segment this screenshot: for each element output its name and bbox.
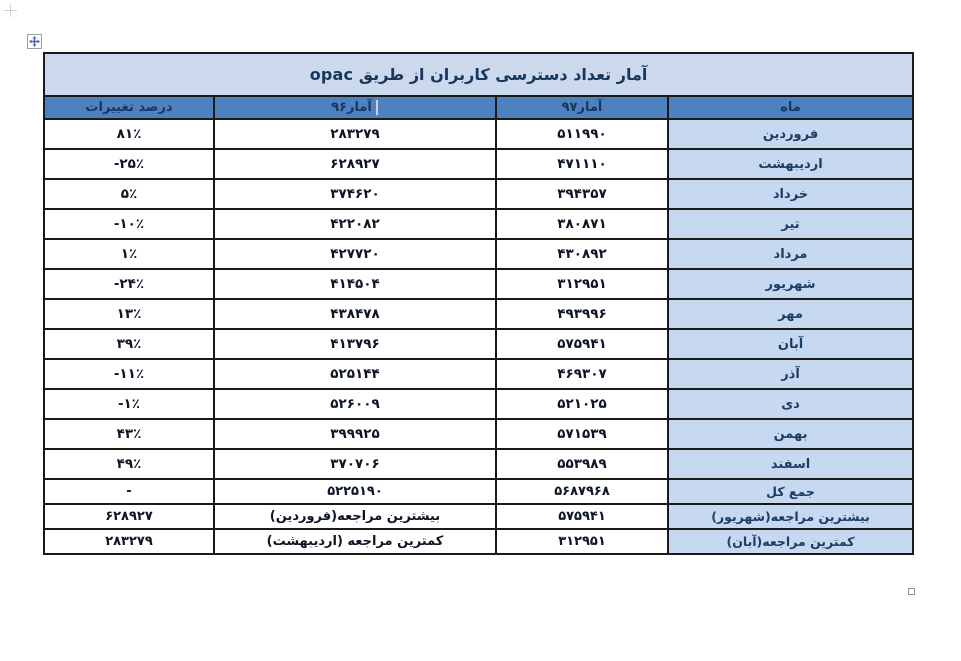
month-cell[interactable]: مهر	[668, 299, 913, 329]
table-row	[44, 529, 913, 554]
stats96-cell[interactable]: ۵۲۲۵۱۹۰	[214, 479, 496, 504]
percent-cell[interactable]: ۵٪	[44, 179, 214, 209]
percent-cell[interactable]: -۱۱٪	[44, 359, 214, 389]
stats97-cell[interactable]: ۳۱۲۹۵۱	[496, 269, 668, 299]
month-cell[interactable]: خرداد	[668, 179, 913, 209]
month-cell[interactable]: شهریور	[668, 269, 913, 299]
column-header-month[interactable]: ماه	[668, 96, 913, 119]
percent-cell[interactable]: -۲۴٪	[44, 269, 214, 299]
table-row	[44, 449, 913, 479]
stats96-cell[interactable]: ۵۲۵۱۴۴	[214, 359, 496, 389]
month-cell[interactable]: بیشترین مراجعه(شهریور)	[668, 504, 913, 529]
percent-cell[interactable]: ۸۱٪	[44, 119, 214, 149]
table-title[interactable]: آمار تعداد دسترسی کاربران از طریق opac	[44, 53, 913, 96]
stats97-cell[interactable]: ۵۵۳۹۸۹	[496, 449, 668, 479]
table-row	[44, 389, 913, 419]
stats97-cell[interactable]: ۴۹۳۹۹۶	[496, 299, 668, 329]
percent-cell[interactable]: -۲۵٪	[44, 149, 214, 179]
month-cell[interactable]: تیر	[668, 209, 913, 239]
month-cell[interactable]: مرداد	[668, 239, 913, 269]
table-row	[44, 149, 913, 179]
stats97-cell[interactable]: ۵۷۵۹۴۱	[496, 504, 668, 529]
stats96-cell[interactable]: ۴۱۴۵۰۴	[214, 269, 496, 299]
column-header-percent-change[interactable]: درصد تغییرات	[44, 96, 214, 119]
stats96-cell[interactable]: کمترین مراجعه (اردیبهشت)	[214, 529, 496, 554]
stats97-cell[interactable]: ۳۱۲۹۵۱	[496, 529, 668, 554]
percent-cell[interactable]: ۱۳٪	[44, 299, 214, 329]
stats96-cell[interactable]: ۵۲۶۰۰۹	[214, 389, 496, 419]
table-row	[44, 269, 913, 299]
percent-cell[interactable]: -	[44, 479, 214, 504]
stats96-cell[interactable]: ۴۲۷۷۲۰	[214, 239, 496, 269]
percent-cell[interactable]: -۱٪	[44, 389, 214, 419]
percent-cell[interactable]: ۳۹٪	[44, 329, 214, 359]
percent-cell[interactable]: ۱٪	[44, 239, 214, 269]
table-row	[44, 479, 913, 504]
month-cell[interactable]: کمترین مراجعه(آبان)	[668, 529, 913, 554]
table-row	[44, 359, 913, 389]
month-cell[interactable]: جمع کل	[668, 479, 913, 504]
percent-cell[interactable]: ۲۸۳۲۷۹	[44, 529, 214, 554]
table-row	[44, 119, 913, 149]
percent-cell[interactable]: ۴۹٪	[44, 449, 214, 479]
column-header-stats-97[interactable]: آمار۹۷	[496, 96, 668, 119]
stats96-cell[interactable]: ۶۲۸۹۲۷	[214, 149, 496, 179]
table-move-handle[interactable]	[27, 34, 42, 49]
opac-stats-table	[43, 52, 914, 555]
move-icon	[29, 36, 40, 47]
percent-cell[interactable]: ۴۳٪	[44, 419, 214, 449]
table-row	[44, 239, 913, 269]
month-cell[interactable]: دی	[668, 389, 913, 419]
month-cell[interactable]: فروردین	[668, 119, 913, 149]
column-header-stats-96-label: آمار۹۶	[331, 100, 372, 115]
stats96-cell[interactable]: ۴۱۳۷۹۶	[214, 329, 496, 359]
page-crop-mark	[0, 0, 20, 20]
stats96-cell[interactable]: ۳۹۹۹۲۵	[214, 419, 496, 449]
stats96-cell[interactable]: ۳۷۰۷۰۶	[214, 449, 496, 479]
stats97-cell[interactable]: ۵۷۱۵۳۹	[496, 419, 668, 449]
text-caret	[376, 100, 378, 115]
table-row	[44, 209, 913, 239]
table-row	[44, 179, 913, 209]
stats96-cell[interactable]: بیشترین مراجعه(فروردین)	[214, 504, 496, 529]
table-row	[44, 419, 913, 449]
table-header-row	[44, 96, 913, 119]
stats97-cell[interactable]: ۵۲۱۰۲۵	[496, 389, 668, 419]
month-cell[interactable]: بهمن	[668, 419, 913, 449]
stats96-cell[interactable]: ۳۷۴۶۲۰	[214, 179, 496, 209]
month-cell[interactable]: اسفند	[668, 449, 913, 479]
stats96-cell[interactable]: ۴۲۲۰۸۲	[214, 209, 496, 239]
stats97-cell[interactable]: ۵۷۵۹۴۱	[496, 329, 668, 359]
month-cell[interactable]: آذر	[668, 359, 913, 389]
table-row	[44, 299, 913, 329]
stats96-cell[interactable]: ۲۸۳۲۷۹	[214, 119, 496, 149]
table-row	[44, 329, 913, 359]
stats97-cell[interactable]: ۵۶۸۷۹۶۸	[496, 479, 668, 504]
month-cell[interactable]: اردیبهشت	[668, 149, 913, 179]
stats96-cell[interactable]: ۴۳۸۴۷۸	[214, 299, 496, 329]
percent-cell[interactable]: ۶۲۸۹۲۷	[44, 504, 214, 529]
stats97-cell[interactable]: ۳۹۴۳۵۷	[496, 179, 668, 209]
table-row	[44, 504, 913, 529]
month-cell[interactable]: آبان	[668, 329, 913, 359]
stats97-cell[interactable]: ۳۸۰۸۷۱	[496, 209, 668, 239]
column-header-stats-96[interactable]	[214, 96, 496, 119]
table-title-row	[44, 53, 913, 96]
percent-cell[interactable]: -۱۰٪	[44, 209, 214, 239]
stats97-cell[interactable]: ۴۷۱۱۱۰	[496, 149, 668, 179]
stats97-cell[interactable]: ۵۱۱۹۹۰	[496, 119, 668, 149]
table-resize-handle[interactable]	[908, 588, 915, 595]
stats97-cell[interactable]: ۴۶۹۳۰۷	[496, 359, 668, 389]
stats97-cell[interactable]: ۴۳۰۸۹۲	[496, 239, 668, 269]
crop-mark-vertical	[10, 4, 11, 17]
table-body	[44, 53, 913, 554]
